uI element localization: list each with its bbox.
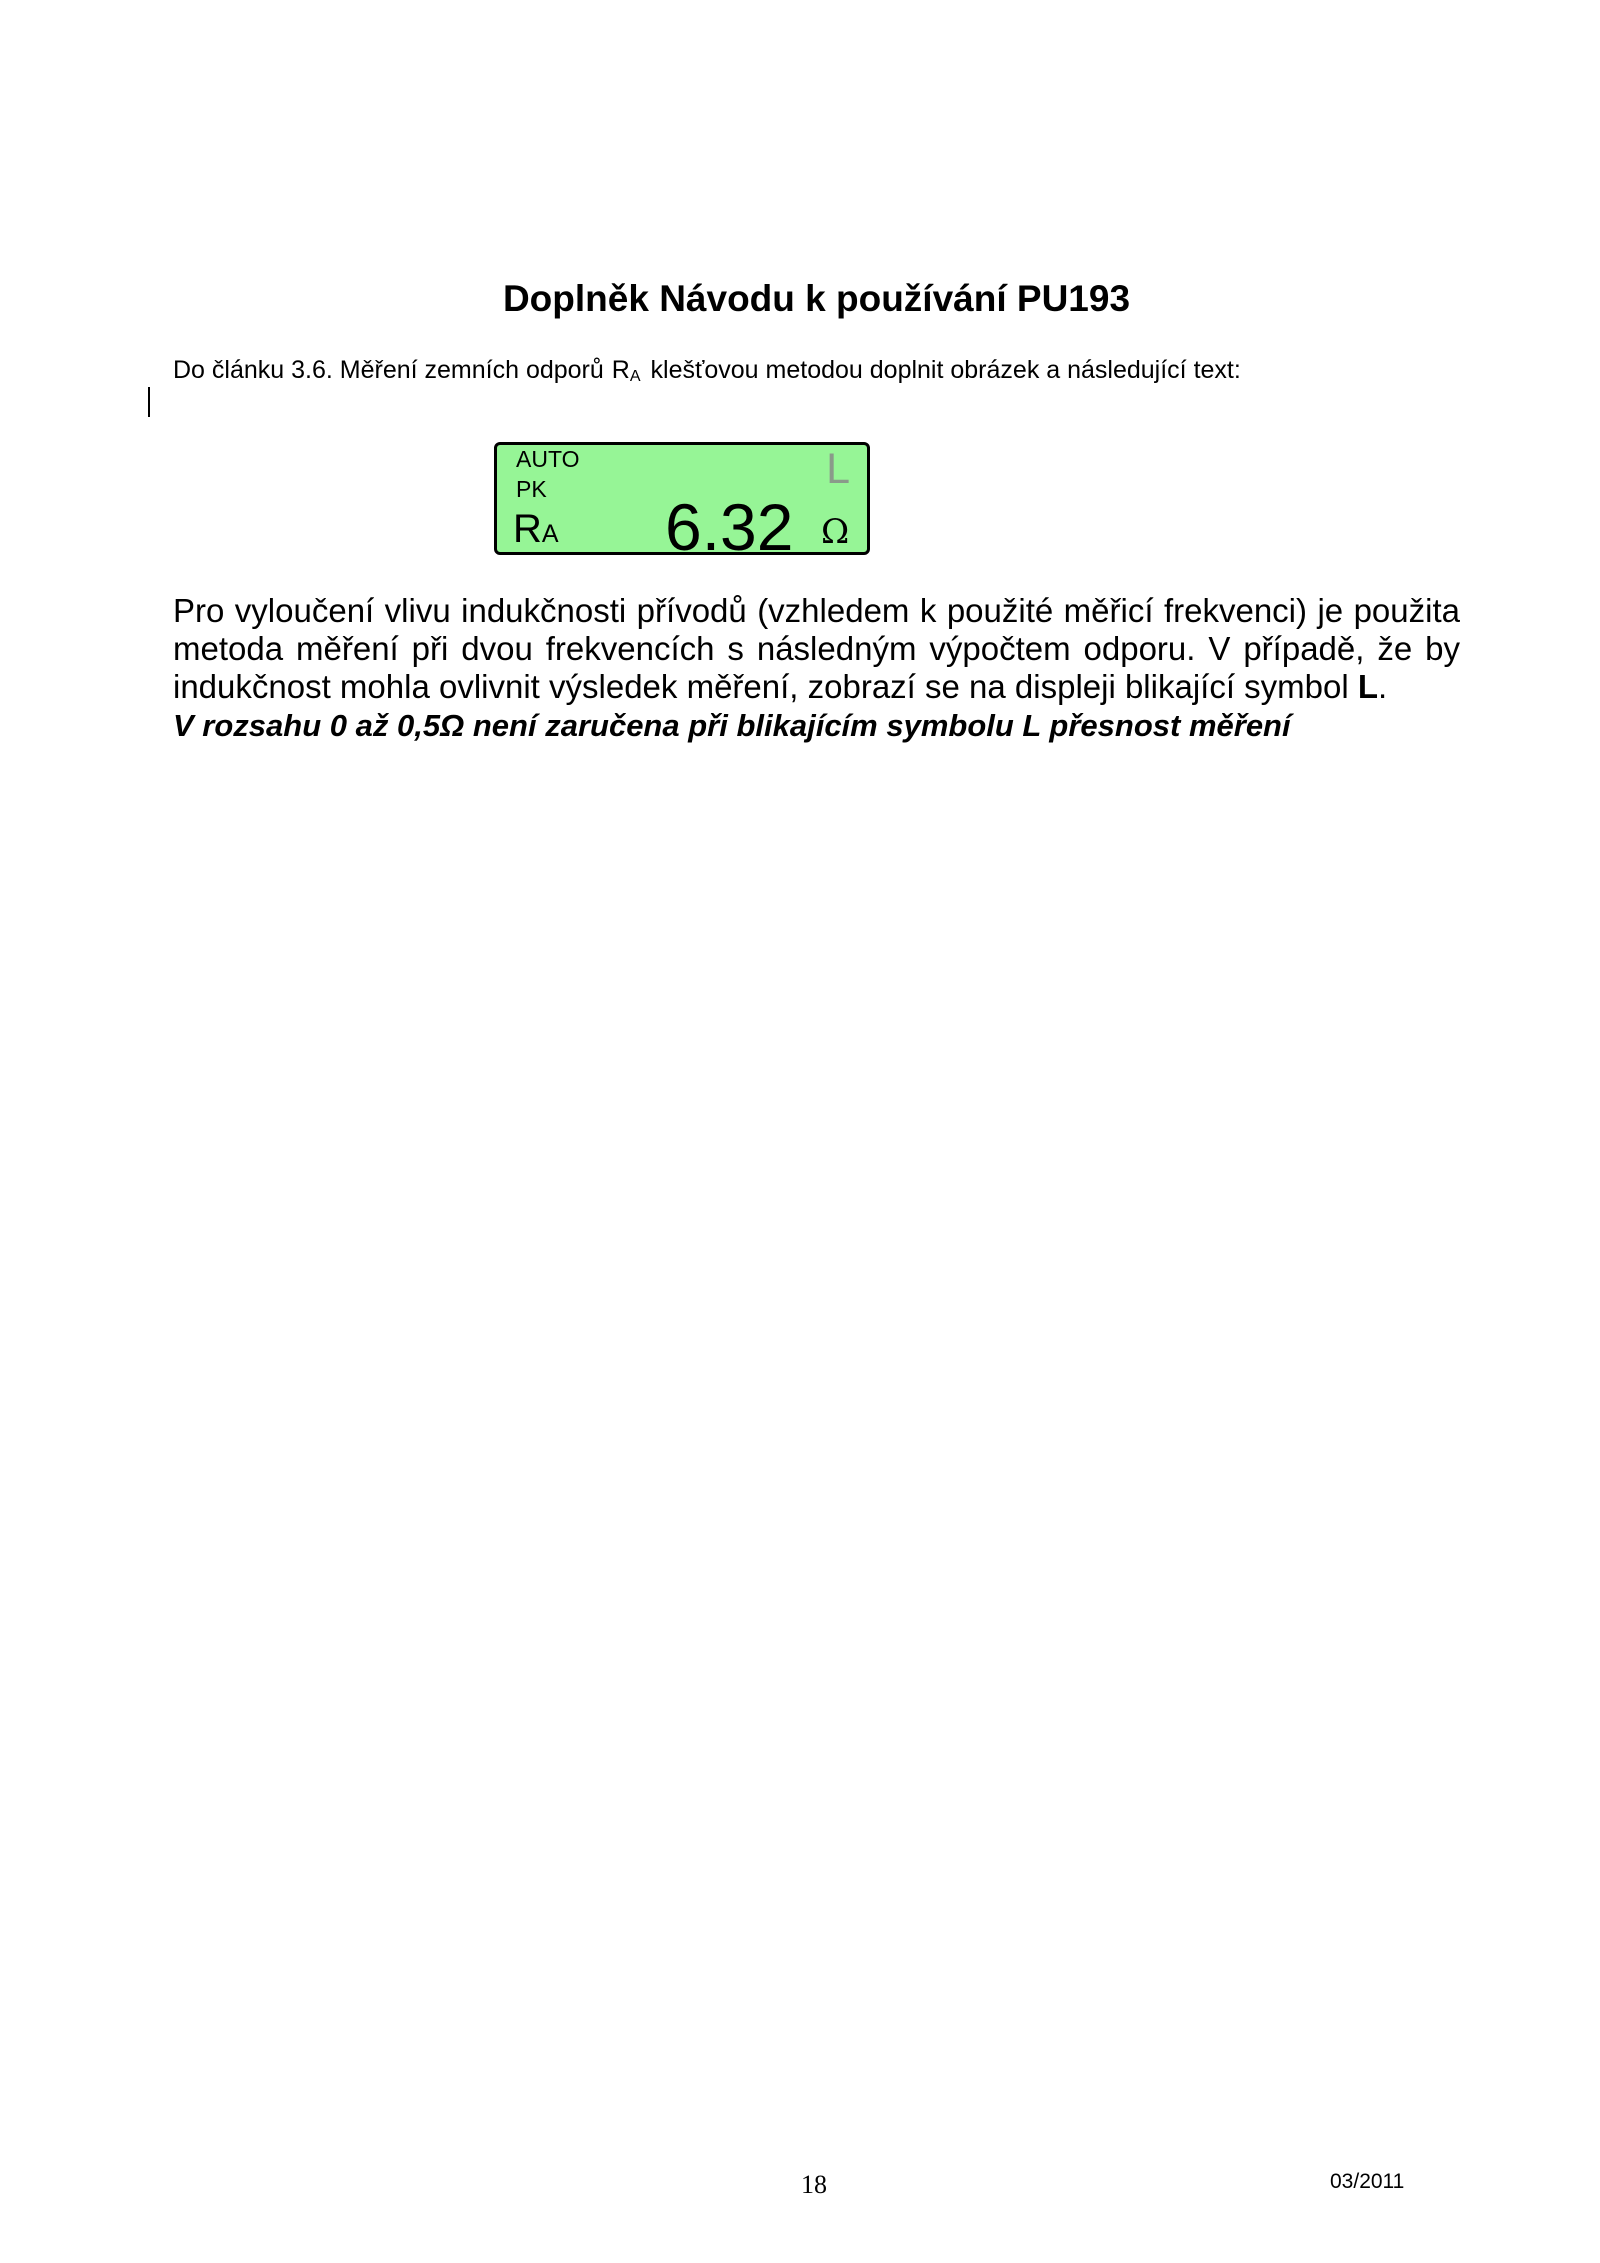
paragraph-text: Pro vyloučení vlivu indukčnosti přívodů (vzhledem k použité měřicí frekvenci) je použita metoda měření při dvou frekvencích s následným výpočtem odporu. V případě, že by indukčnost mohla ovlivnit výsledek měření, zobrazí se na displeji blikající symbol <box>173 592 1460 705</box>
intro-text-after: klešťovou metodou doplnit obrázek a následující text: <box>650 356 1241 384</box>
page-title: Doplněk Návodu k používání PU193 <box>502 278 1131 319</box>
lcd-pk-label: PK <box>516 476 547 502</box>
intro-text-before: Do článku 3.6. Měření zemních odporů <box>173 356 604 384</box>
revision-bar <box>148 387 150 417</box>
lcd-inductance-symbol: L <box>826 445 850 493</box>
lcd-value: 6.32 <box>665 490 794 564</box>
lcd-quantity-label: RA <box>513 507 559 551</box>
lcd-auto-label: AUTO <box>516 446 580 472</box>
lcd-unit: Ω <box>821 512 850 552</box>
lcd-display <box>494 442 870 564</box>
warning-note: V rozsahu 0 až 0,5Ω není zaručena při blikajícím symbolu L přesnost měření <box>173 708 1291 743</box>
intro-line <box>173 356 1241 386</box>
ra-symbol: $R_A$ <box>611 356 641 385</box>
bold-l-symbol: L <box>1357 668 1379 705</box>
footer-date: 03/2011 <box>1330 2170 1405 2193</box>
body-paragraph: Pro vyloučení vlivu indukčnosti přívodů (vzhledem k použité měřicí frekvenci) je použita metoda měření při dvou frekvencích s následným výpočtem odporu. V případě, že by indukčnost mohla ovlivnit výsledek měření, zobrazí se na displeji blikající symbol L. <box>173 592 1460 705</box>
page-number: 18 <box>801 2170 827 2199</box>
